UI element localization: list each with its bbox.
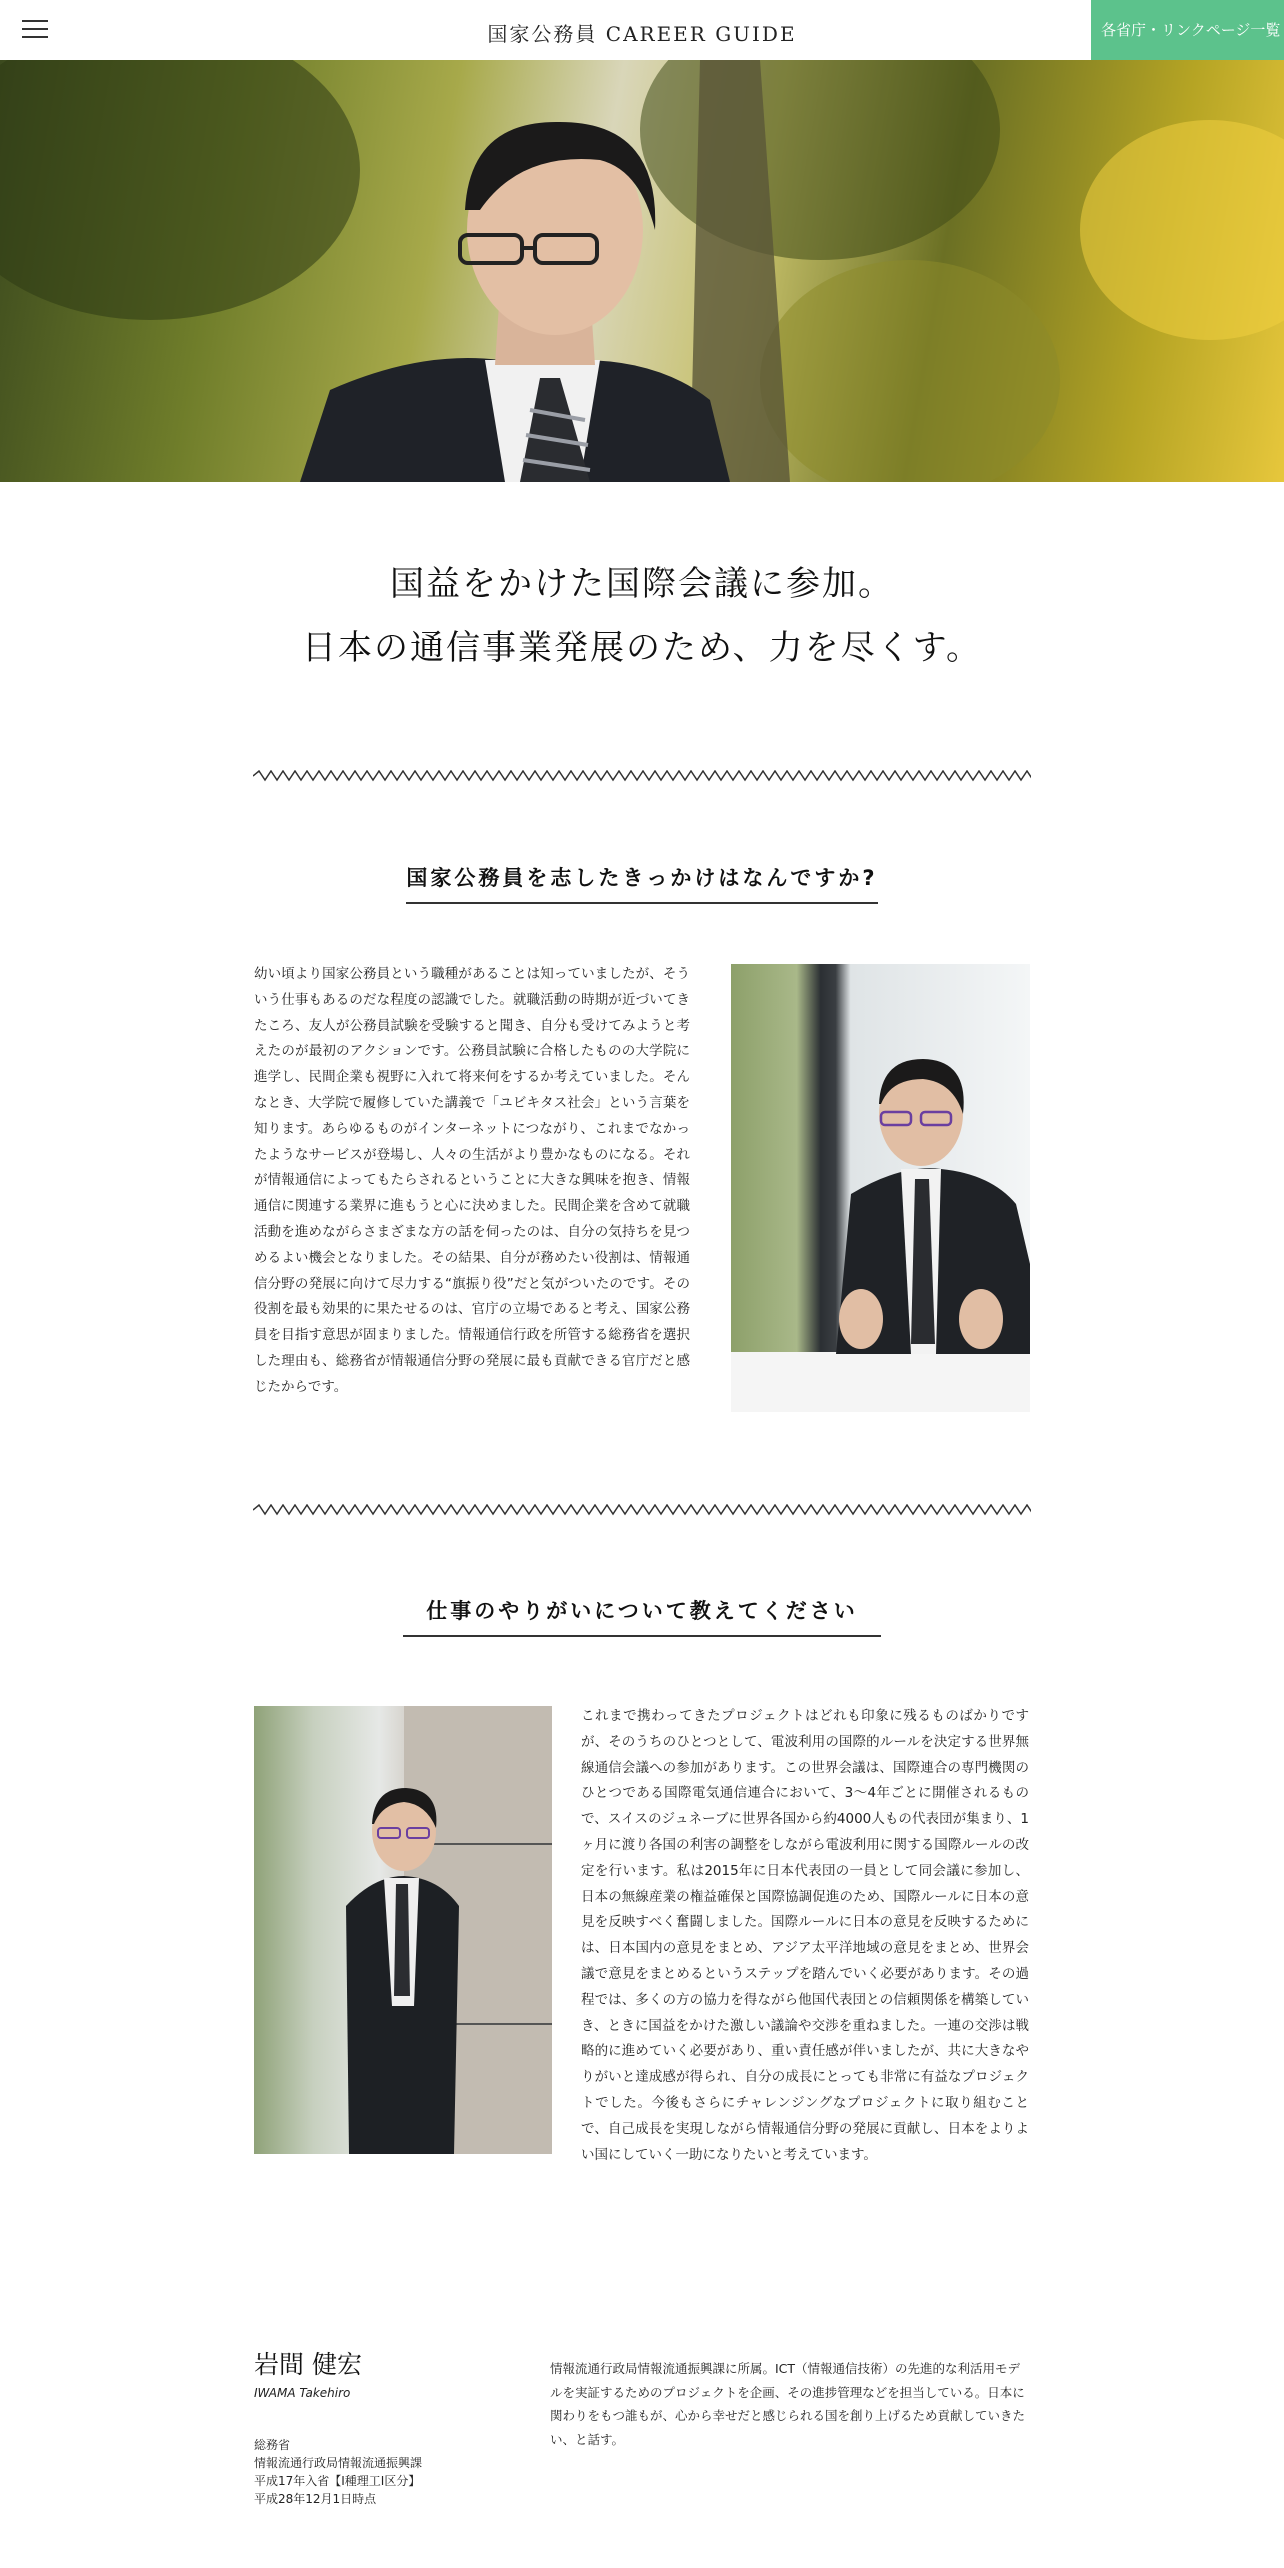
section-1-question <box>0 862 1284 904</box>
headline <box>0 552 1284 680</box>
site-header <box>0 0 1284 60</box>
profile-name-en: IWAMA Takehiro <box>254 2386 351 2400</box>
site-title[interactable]: 国家公務員 CAREER GUIDE <box>487 22 797 46</box>
zigzag-divider <box>253 1504 1031 1516</box>
question-title: 国家公務員を志したきっかけはなんですか? <box>406 862 877 904</box>
profile-department: 情報流通行政局情報流通振興課 <box>254 2456 423 2470</box>
section-2-answer: これまで携わってきたプロジェクトはどれも印象に残るものばかりですが、そのうちのひとつとして、電波利用の国際的ルールを決定する世界無線通信会議への参加があります。この世界会議は、国際連合の専門機関のひとつである国際電気通信連合において、3～4年ごとに開催されるもので、スイスのジュネーブに世界各国から約4000人もの代表団が集まり、1ヶ月に渡り各国の利害の調整をしながら電波利用に関する国際ルールの改定を行います。私は2015年に日本代表団の一員として同会議に参加し、日本の無線産業の権益確保と国際協調促進のため、国際ルールに日本の意見を反映すべく奮闘しました。国際ルールに日本の意見を反映するためには、日本国内の意見をまとめ、アジア太平洋地域の意見をまとめ、世界会議で意見をまとめるというステップを踏んでいく必要があります。その過程では、多くの方の協力を得ながら他国代表団との信頼関係を構築していき、ときに国益をかけた激しい議論や交渉を重ねました。一連の交渉は戦略的に進めていく必要があり、重い責任感が伴いましたが、共に大きなやりがいと達成感が得られ、自分の成長にとっても非常に有益なプロジェクトでした。今後もさらにチャレンジングなプロジェクトに取り組むことで、自己成長を実現しながら情報通信分野の発展に貢献し、日本をよりよい国にしていく一助になりたいと考えています。 <box>581 1708 1029 2163</box>
profile-ministry: 総務省 <box>254 2438 291 2452</box>
profile-bio: 情報流通行政局情報流通振興課に所属。ICT（情報通信技術）の先進的な利活用モデルを実証するためのプロジェクトを企画、その進捗管理などを担当している。日本に関わりをもつ誰もが、心から幸せだと感じられる国を創り上げるため貢献していきたい、と話す。 <box>550 2361 1026 2447</box>
profile-details <box>254 2436 422 2508</box>
hero-photo <box>0 60 1284 482</box>
section-1-answer: 幼い頃より国家公務員という職種があることは知っていましたが、そういう仕事もあるのだな程度の認識でした。就職活動の時期が近づいてきたころ、友人が公務員試験を受験すると聞き、自分も受けてみようと考えたのが最初のアクションです。公務員試験に合格したものの大学院に進学し、民間企業も視野に入れて将来何をするか考えていました。そんなとき、大学院で履修していた講義で「ユビキタス社会」という言葉を知ります。あらゆるものがインターネットにつながり、これまでなかったようなサービスが登場し、人々の生活がより豊かなものになる。それが情報通信によってもたらされるということに大きな興味を抱き、情報通信に関連する業界に進もうと心に決めました。民間企業を含めて就職活動を進めながらさまざまな方の話を伺ったのは、自分の気持ちを見つめるよい機会となりました。その結果、自分が務めたい役割は、情報通信分野の発展に向けて尽力する“旗振り役”だと気がついたのです。その役割を最も効果的に果たせるのは、官庁の立場であると考え、国家公務員を目指す意思が固まりました。情報通信行政を所管する総務省を選択した理由も、総務省が情報通信分野の発展に最も貢献できる官庁だと感じたからです。 <box>254 966 690 1395</box>
headline-line-2: 日本の通信事業発展のため、力を尽くす。 <box>302 628 982 668</box>
agency-links-button[interactable]: 各省庁・リンクページ一覧 <box>1091 0 1284 60</box>
section-2-question <box>0 1595 1284 1637</box>
profile-joined: 平成17年入省【Ⅰ種理工Ⅰ区分】 <box>254 2474 421 2488</box>
interview-photo-standing <box>254 1706 552 2154</box>
profile-name-ja: 岩間 健宏 <box>254 2350 362 2379</box>
hero-person-illustration <box>0 60 1284 482</box>
zigzag-divider <box>253 770 1031 782</box>
question-title: 仕事のやりがいについて教えてください <box>403 1595 881 1637</box>
interview-photo-desk <box>731 964 1030 1412</box>
headline-line-1: 国益をかけた国際会議に参加。 <box>390 564 894 604</box>
profile-as-of: 平成28年12月1日時点 <box>254 2492 377 2506</box>
